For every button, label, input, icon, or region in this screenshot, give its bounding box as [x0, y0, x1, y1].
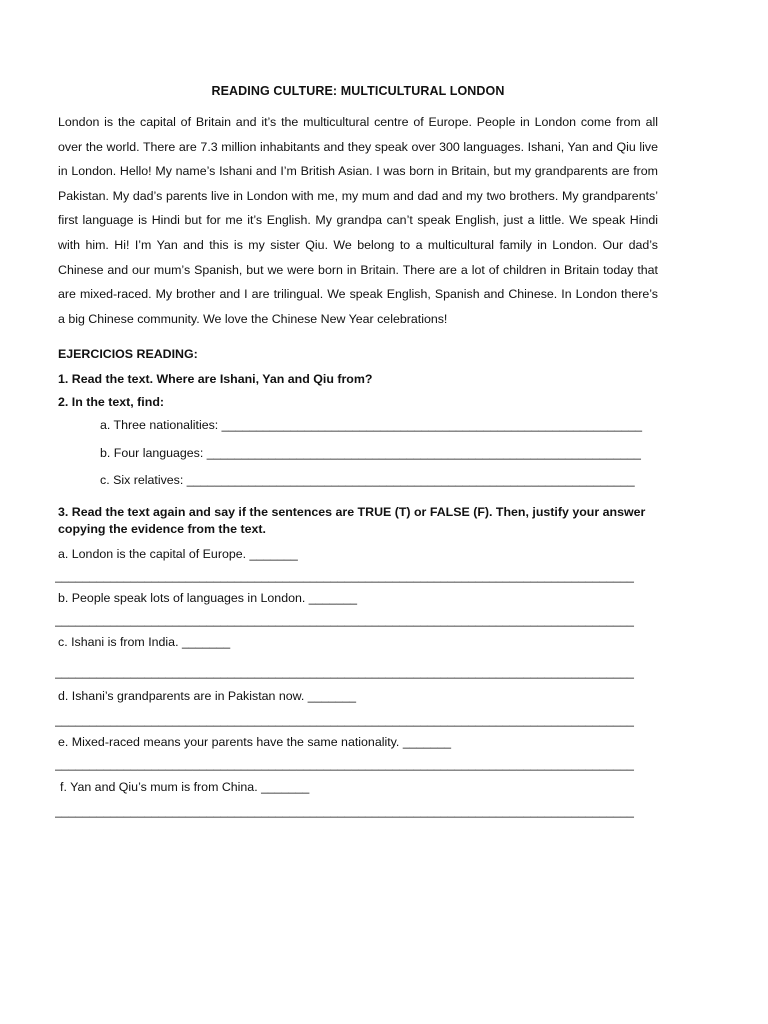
answer-line[interactable]: ____________________________________________________________________________________: [55, 803, 634, 818]
question-2-list: [100, 418, 658, 501]
exercises-heading: EJERCICIOS READING:: [58, 347, 198, 362]
find-item-languages[interactable]: b. Four languages: _______________________________________________________________: [100, 445, 641, 460]
answer-line[interactable]: ____________________________________________________________________________________: [55, 756, 634, 771]
tf-item-b: [55, 590, 658, 627]
tf-item-e: [55, 734, 658, 771]
tf-item-d: [55, 688, 658, 727]
answer-line[interactable]: ____________________________________________________________________________________: [55, 568, 634, 583]
question-1: 1. Read the text. Where are Ishani, Yan and Qiu from?: [58, 372, 373, 387]
find-item-nationalities[interactable]: a. Three nationalities: _____________________________________________________________: [100, 418, 643, 433]
tf-statement[interactable]: a. London is the capital of Europe. _______: [58, 546, 298, 561]
tf-statement[interactable]: f. Yan and Qiu’s mum is from China. _______: [60, 779, 310, 794]
tf-statement[interactable]: b. People speak lots of languages in London. _______: [58, 590, 357, 605]
answer-line[interactable]: ____________________________________________________________________________________: [55, 664, 634, 679]
worksheet: [55, 84, 658, 818]
tf-statement[interactable]: e. Mixed-raced means your parents have the same nationality. _______: [58, 734, 452, 749]
page-title: READING CULTURE: MULTICULTURAL LONDON: [211, 84, 505, 98]
tf-statement[interactable]: c. Ishani is from India. _______: [58, 634, 231, 649]
answer-line[interactable]: ____________________________________________________________________________________: [55, 712, 634, 727]
question-2: 2. In the text, find:: [58, 395, 165, 410]
tf-item-f: [55, 779, 658, 818]
find-item-relatives[interactable]: c. Six relatives: _________________________________________________________________: [100, 473, 635, 488]
tf-statement[interactable]: d. Ishani’s grandparents are in Pakistan now. _______: [58, 688, 357, 703]
question-3: 3. Read the text again and say if the sentences are TRUE (T) or FALSE (F). Then, justify your answer copying the evidence from the text.: [58, 504, 646, 536]
tf-item-a: [55, 546, 658, 583]
reading-passage: London is the capital of Britain and it’s the multicultural centre of Europe. People in London come from all over the world. There are 7.3 million inhabitants and they speak over 300 languages. Ishani, Yan and Qiu live in London. Hello! My name’s Ishani and I’m British Asian. I was born in Britain, but my grandparents are from Pakistan. My dad’s parents live in London with me, my mum and dad and my two brothers. My grandparents’ first language is Hindi but for me it’s English. My grandpa can’t speak English, just a little. We speak Hindi with him. Hi! I’m Yan and this is my sister Qiu. We belong to a multicultural family in London. Our dad’s Chinese and our mum’s Spanish, but we were born in Britain. There are a lot of children in Britain today that are mixed-raced. My brother and I are trilingual. We speak English, Spanish and Chinese. In London there’s a big Chinese community. We love the Chinese New Year celebrations!: [58, 115, 658, 326]
answer-line[interactable]: ____________________________________________________________________________________: [55, 612, 634, 627]
tf-item-c: [55, 634, 658, 679]
